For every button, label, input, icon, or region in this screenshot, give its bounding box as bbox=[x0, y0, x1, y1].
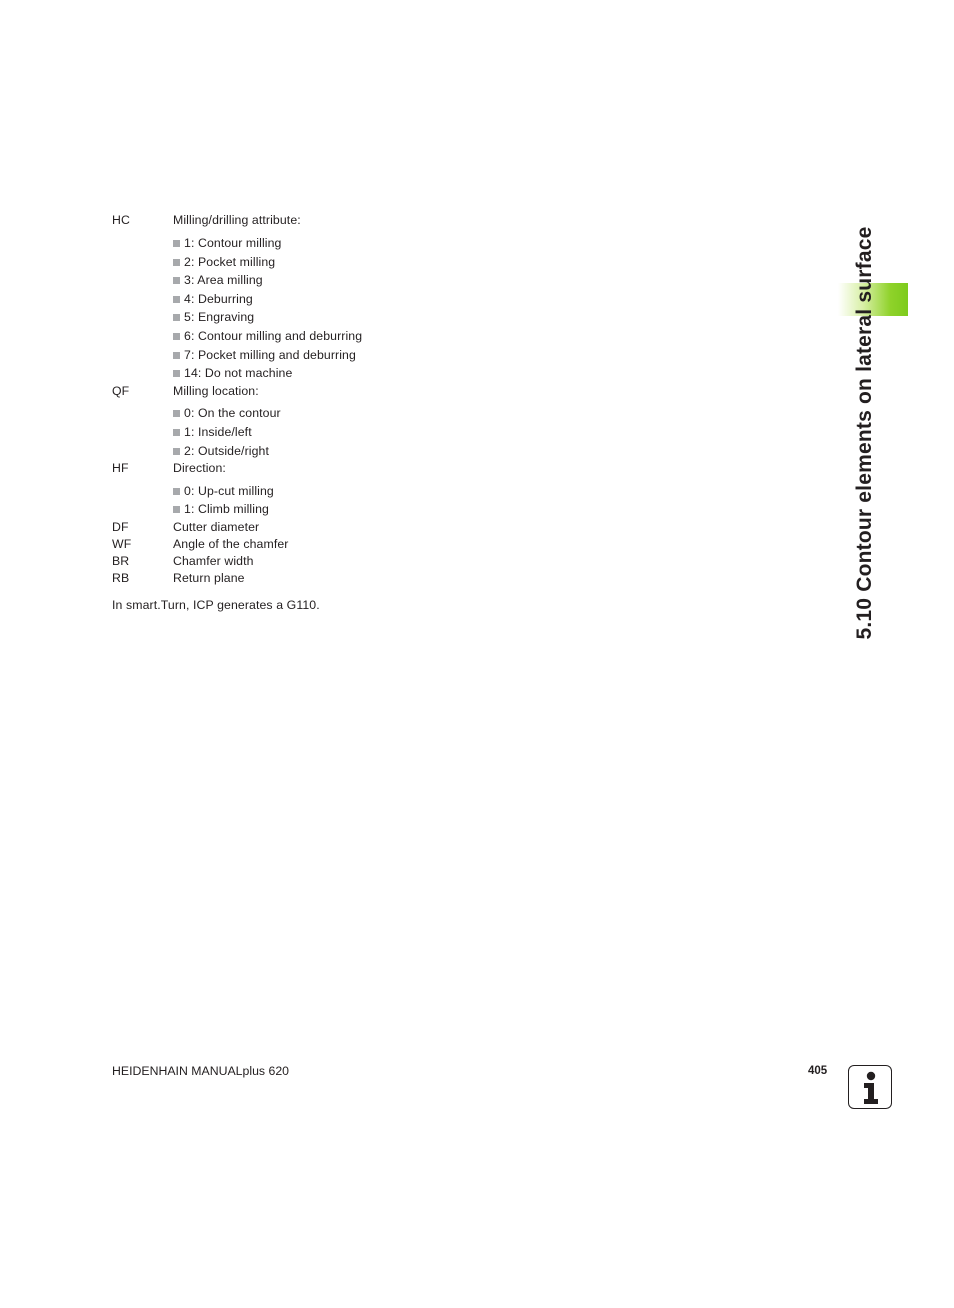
bullet-square-icon bbox=[173, 277, 180, 284]
bullet-square-icon bbox=[173, 410, 180, 417]
list-item: 5: Engraving bbox=[173, 310, 254, 325]
bullet-square-icon bbox=[173, 240, 180, 247]
param-label-df: Cutter diameter bbox=[173, 520, 260, 534]
info-icon bbox=[848, 1065, 892, 1109]
param-code-br: BR bbox=[112, 554, 130, 568]
param-label-qf: Milling location: bbox=[173, 384, 259, 398]
list-item: 4: Deburring bbox=[173, 292, 253, 307]
page-number: 405 bbox=[808, 1065, 828, 1077]
bullet-square-icon bbox=[173, 488, 180, 495]
list-item: 1: Climb milling bbox=[173, 502, 269, 517]
param-label-rb: Return plane bbox=[173, 571, 245, 585]
param-label-br: Chamfer width bbox=[173, 554, 254, 568]
bullet-square-icon bbox=[173, 352, 180, 359]
list-item: 1: Inside/left bbox=[173, 425, 252, 440]
list-item: 0: On the contour bbox=[173, 406, 281, 421]
bullet-square-icon bbox=[173, 448, 180, 455]
list-item: 0: Up-cut milling bbox=[173, 484, 274, 499]
param-label-wf: Angle of the chamfer bbox=[173, 537, 289, 551]
bullet-square-icon bbox=[173, 370, 180, 377]
param-code-df: DF bbox=[112, 520, 129, 534]
bullet-square-icon bbox=[173, 333, 180, 340]
info-glyph bbox=[849, 1066, 891, 1108]
list-item: 7: Pocket milling and deburring bbox=[173, 348, 356, 363]
bullet-square-icon bbox=[173, 259, 180, 266]
bullet-square-icon bbox=[173, 429, 180, 436]
param-code-hc: HC bbox=[112, 213, 130, 227]
list-item: 3: Area milling bbox=[173, 273, 263, 288]
param-label-hf: Direction: bbox=[173, 461, 226, 475]
param-code-qf: QF bbox=[112, 384, 130, 398]
chapter-title: 5.10 Contour elements on lateral surface bbox=[853, 226, 876, 640]
list-item: 2: Outside/right bbox=[173, 444, 269, 459]
footer-product: HEIDENHAIN MANUALplus 620 bbox=[112, 1064, 289, 1078]
param-code-hf: HF bbox=[112, 461, 129, 475]
bullet-square-icon bbox=[173, 506, 180, 513]
list-item: 1: Contour milling bbox=[173, 236, 282, 251]
param-code-wf: WF bbox=[112, 537, 132, 551]
param-label-hc: Milling/drilling attribute: bbox=[173, 213, 301, 227]
note-text: In smart.Turn, ICP generates a G110. bbox=[112, 598, 320, 612]
list-item: 6: Contour milling and deburring bbox=[173, 329, 362, 344]
list-item: 14: Do not machine bbox=[173, 366, 292, 381]
param-code-rb: RB bbox=[112, 571, 130, 585]
bullet-square-icon bbox=[173, 314, 180, 321]
bullet-square-icon bbox=[173, 296, 180, 303]
list-item: 2: Pocket milling bbox=[173, 255, 275, 270]
